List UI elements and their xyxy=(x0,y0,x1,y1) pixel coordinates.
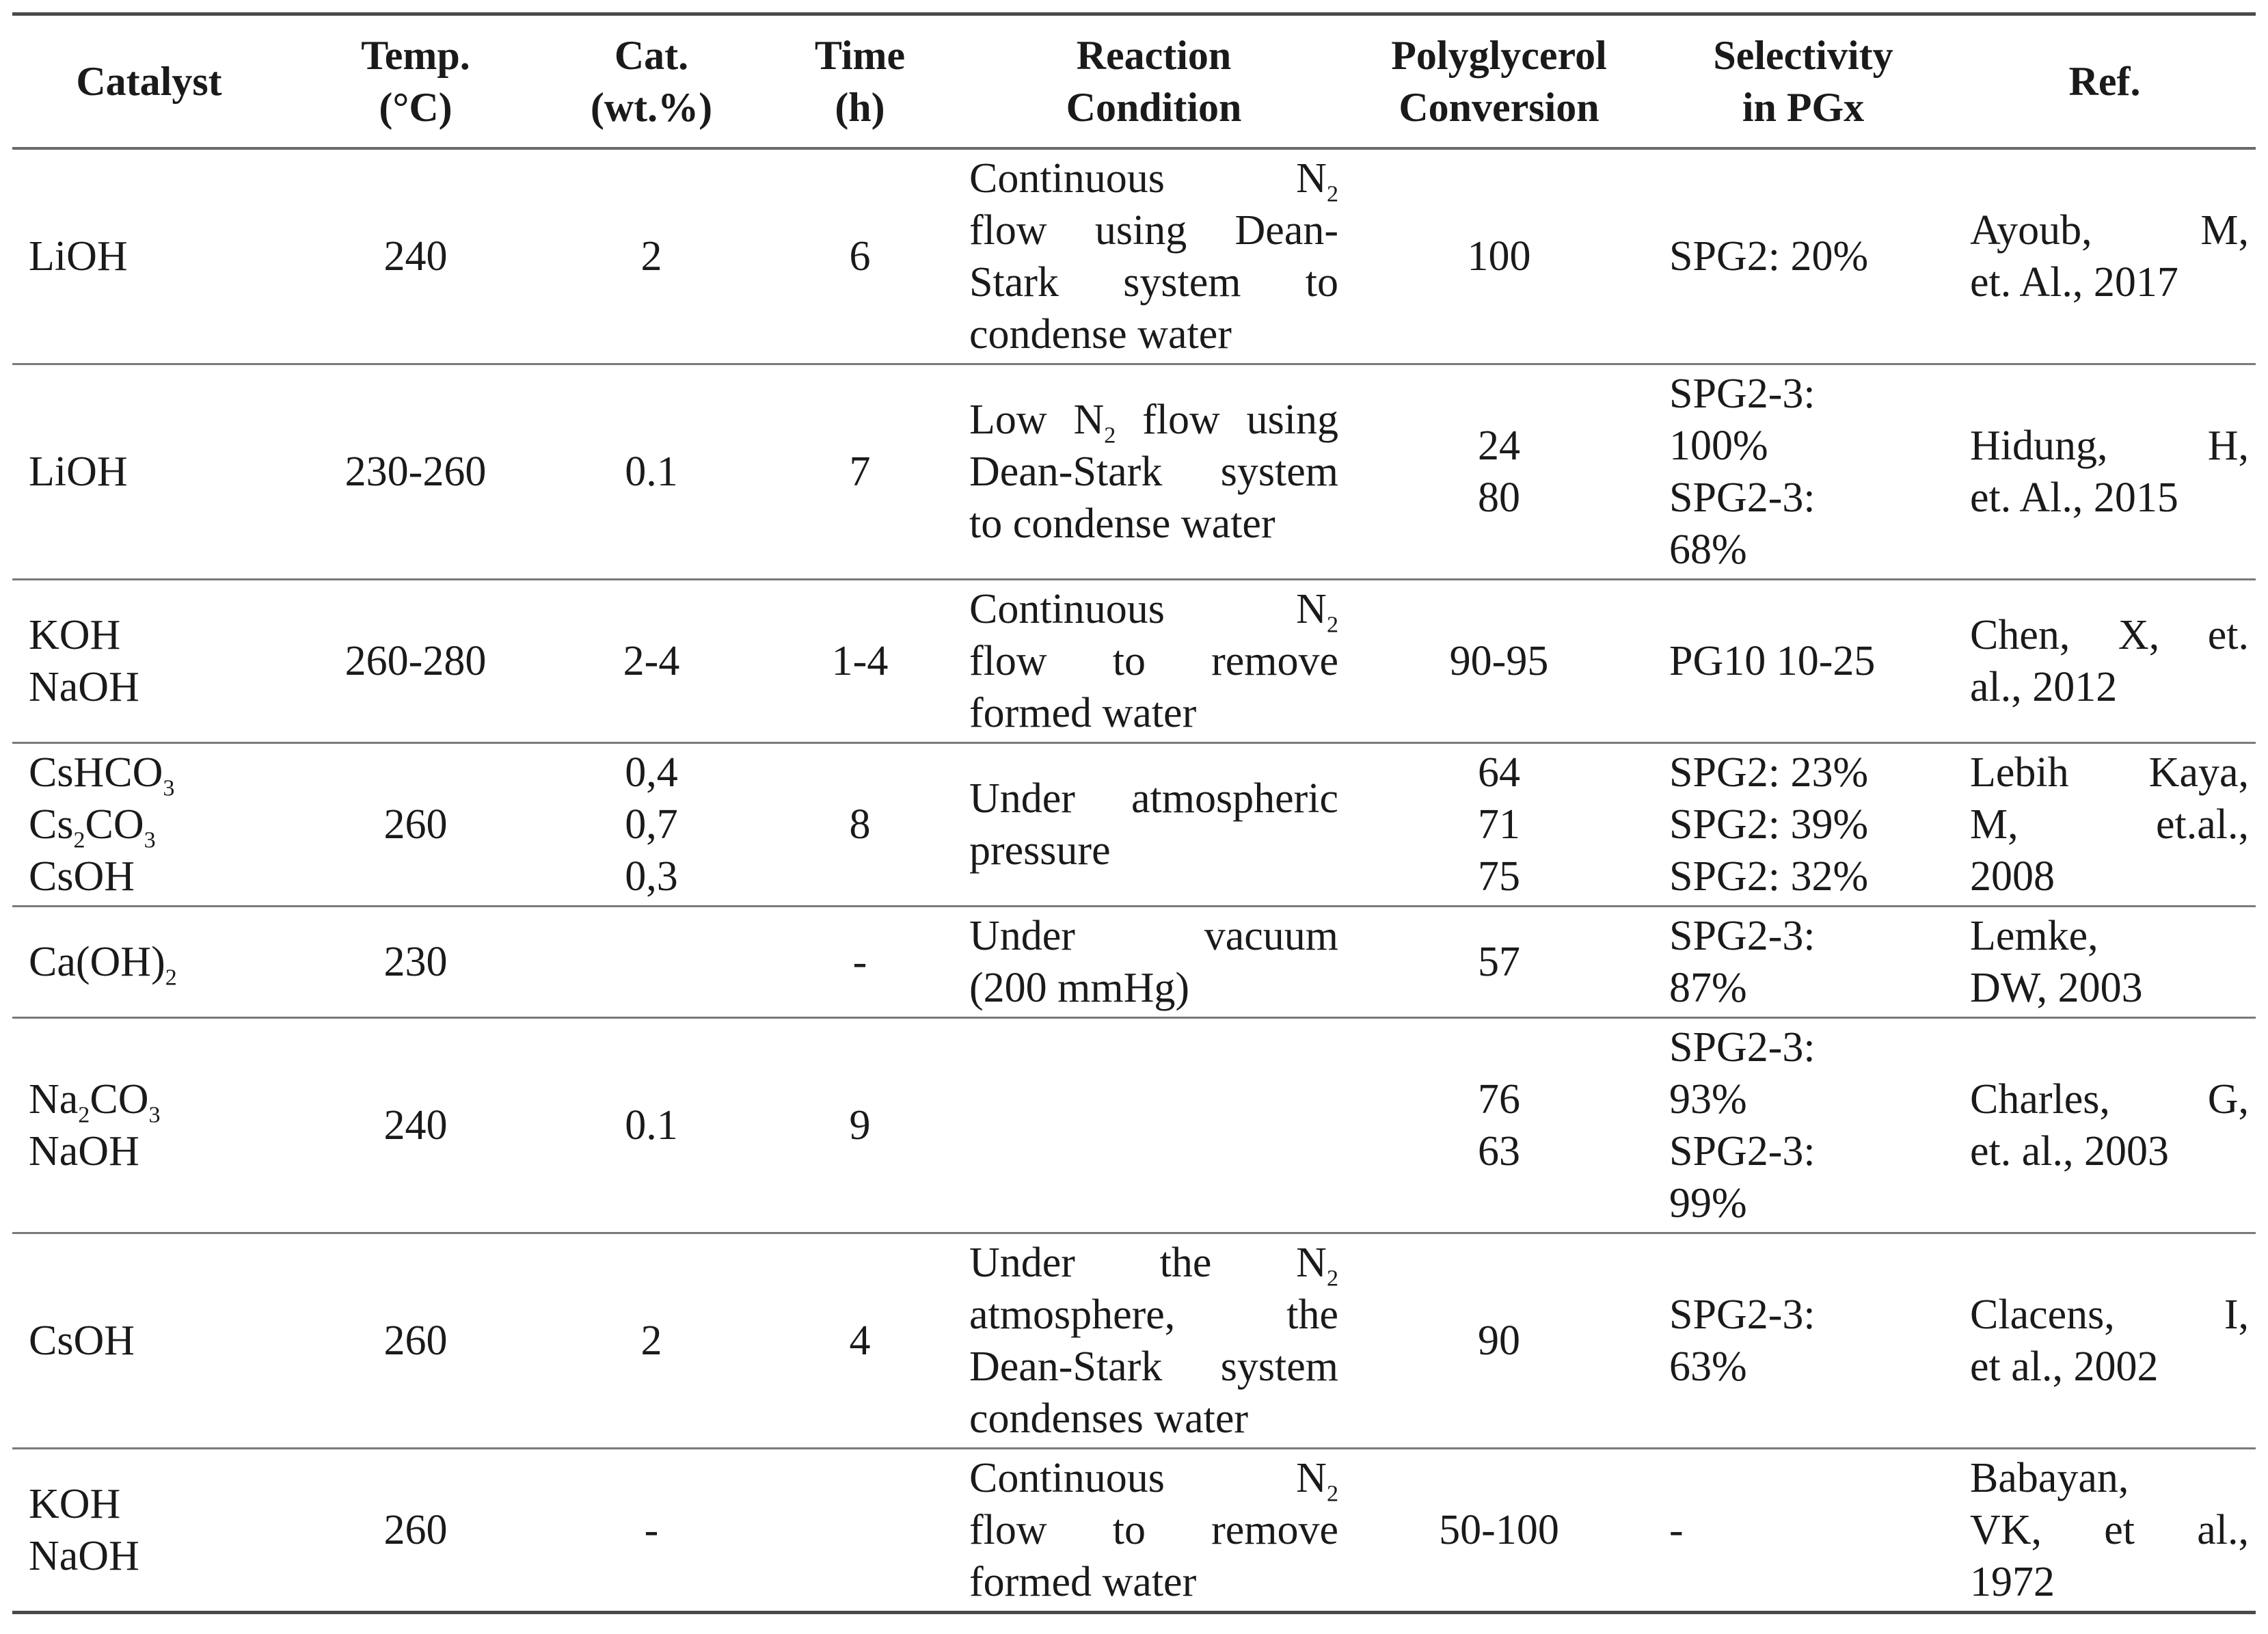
cell-selectivity-line: SPG2: 32% xyxy=(1669,853,1869,900)
column-header-line: Selectivity xyxy=(1713,33,1893,78)
text-run: condense water xyxy=(969,311,1232,358)
cell-cat-wt xyxy=(545,743,757,907)
table-header xyxy=(12,14,2256,149)
condition-line xyxy=(969,1289,1338,1341)
text-run: Stark system to xyxy=(969,259,1338,306)
text-run: Continuous N xyxy=(969,586,1327,632)
cell-ref-line: Ayoub, M, xyxy=(1970,207,2249,254)
text-run: CsOH xyxy=(29,853,135,900)
cell-reaction-condition xyxy=(962,364,1345,580)
cell-catalyst xyxy=(12,1449,286,1613)
cell-ref xyxy=(1954,1018,2256,1233)
text-run: NaOH xyxy=(29,664,139,710)
cell-conversion xyxy=(1345,1018,1653,1233)
table-row xyxy=(12,364,2256,580)
text-run: Na xyxy=(29,1076,79,1123)
cell-selectivity-line: PG10 10-25 xyxy=(1669,638,1876,684)
column-header-line: (wt.%) xyxy=(590,85,713,130)
cell-selectivity-line: SPG2: 23% xyxy=(1669,749,1869,796)
subscript: 2 xyxy=(165,965,177,991)
table-row xyxy=(12,580,2256,743)
cell-ref-line: al., 2012 xyxy=(1970,664,2118,710)
subscript: 3 xyxy=(163,775,175,801)
cell-catalyst xyxy=(12,1018,286,1233)
condition-line xyxy=(969,204,1338,256)
text-run: CsOH xyxy=(29,1317,135,1364)
cell-ref-line: Lemke, xyxy=(1970,913,2098,959)
column-header-temp xyxy=(286,14,545,149)
subscript: 3 xyxy=(148,1102,161,1128)
condition-line xyxy=(969,152,1338,207)
cell-cat-wt xyxy=(545,364,757,580)
condition-line xyxy=(969,1556,1338,1608)
condition-line xyxy=(969,1237,1338,1289)
cell-conversion xyxy=(1345,1449,1653,1613)
cell-selectivity-line: 68% xyxy=(1669,526,1747,573)
cell-conversion-line: 57 xyxy=(1478,939,1520,985)
cell-cat-wt xyxy=(545,148,757,364)
cell-ref-line: 2008 xyxy=(1970,853,2055,900)
cell-selectivity-line: SPG2-3: xyxy=(1669,913,1815,959)
cell-temp xyxy=(286,1449,545,1613)
cell-cat-wt xyxy=(545,1018,757,1233)
cell-conversion xyxy=(1345,743,1653,907)
text-run: Low N xyxy=(969,397,1105,443)
condition-line xyxy=(969,583,1338,638)
cell-selectivity xyxy=(1653,1233,1954,1449)
cell-catalyst xyxy=(12,907,286,1018)
condition-line xyxy=(969,498,1338,550)
cell-temp xyxy=(286,907,545,1018)
text-run: flow using xyxy=(1116,397,1338,443)
condition-line xyxy=(969,635,1338,687)
cell-cat-wt-line: - xyxy=(644,1507,659,1553)
subscript: 2 xyxy=(73,827,85,853)
cell-selectivity-line: SPG2-3: xyxy=(1669,1024,1815,1071)
catalyst-formula xyxy=(29,1530,279,1582)
column-header-line: in PGx xyxy=(1742,85,1865,130)
table-row xyxy=(12,907,2256,1018)
cell-ref-line: 1972 xyxy=(1970,1559,2055,1605)
cell-time xyxy=(757,1233,962,1449)
cell-conversion-line: 64 xyxy=(1478,749,1520,796)
cell-cat-wt xyxy=(545,1449,757,1613)
column-header-line: Cat. xyxy=(614,33,689,78)
cell-catalyst xyxy=(12,743,286,907)
column-header-condition xyxy=(962,14,1345,149)
column-header-selectivity xyxy=(1653,14,1954,149)
catalyst-formula xyxy=(29,936,279,991)
cell-conversion-line: 100 xyxy=(1467,233,1531,280)
condition-line xyxy=(969,962,1338,1014)
condition-line xyxy=(969,394,1338,446)
condition-line xyxy=(969,687,1338,739)
cell-selectivity-line: SPG2-3: xyxy=(1669,371,1815,417)
cell-selectivity-line: 63% xyxy=(1669,1343,1747,1390)
cell-time xyxy=(757,1018,962,1233)
catalyst-formula xyxy=(29,1315,279,1367)
text-run: LiOH xyxy=(29,233,128,280)
table-row xyxy=(12,1018,2256,1233)
table-row xyxy=(12,1233,2256,1449)
text-run: formed water xyxy=(969,1559,1197,1605)
cell-conversion-line: 76 xyxy=(1478,1076,1520,1123)
text-run: CO xyxy=(90,1076,149,1123)
cell-catalyst xyxy=(12,1233,286,1449)
cell-conversion-line: 50-100 xyxy=(1439,1507,1559,1553)
cell-reaction-condition xyxy=(962,1018,1345,1233)
condition-line xyxy=(969,1504,1338,1556)
table-body xyxy=(12,148,2256,1613)
cell-selectivity-line: - xyxy=(1669,1507,1684,1553)
cell-ref xyxy=(1954,1233,2256,1449)
cell-ref xyxy=(1954,907,2256,1018)
text-run: Cs xyxy=(29,801,74,848)
cell-ref xyxy=(1954,1449,2256,1613)
cell-ref-line: Clacens, I, xyxy=(1970,1291,2249,1338)
text-run: NaOH xyxy=(29,1128,139,1175)
cell-reaction-condition xyxy=(962,148,1345,364)
cell-conversion xyxy=(1345,907,1653,1018)
cell-selectivity-line: SPG2: 39% xyxy=(1669,801,1869,848)
cell-ref-line: et. al., 2003 xyxy=(1970,1128,2169,1175)
subscript: 2 xyxy=(1326,1265,1338,1291)
condition-line xyxy=(969,825,1338,876)
cell-time-line: 8 xyxy=(849,801,871,848)
subscript: 2 xyxy=(78,1102,90,1128)
header-row xyxy=(12,14,2256,149)
catalyst-formula xyxy=(29,1125,279,1177)
subscript: 2 xyxy=(1326,1481,1338,1507)
cell-selectivity-line: 100% xyxy=(1669,423,1768,469)
cell-temp-line: 260 xyxy=(383,1507,448,1553)
column-header-line: Time xyxy=(814,33,906,78)
column-header-line: Temp. xyxy=(361,33,470,78)
text-run: Under the N xyxy=(969,1240,1327,1286)
condition-line xyxy=(969,1341,1338,1393)
text-run: Under atmospheric xyxy=(969,775,1338,822)
cell-cat-wt xyxy=(545,1233,757,1449)
cell-selectivity-line: SPG2-3: xyxy=(1669,474,1815,521)
cell-ref xyxy=(1954,580,2256,743)
text-run: LiOH xyxy=(29,448,128,495)
text-run: atmosphere, the xyxy=(969,1291,1338,1338)
text-run: KOH xyxy=(29,1481,121,1527)
condition-line xyxy=(969,773,1338,825)
cell-conversion-line: 90-95 xyxy=(1449,638,1549,684)
text-run: flow to remove xyxy=(969,1507,1338,1553)
text-run: CO xyxy=(85,801,144,848)
cell-selectivity-line: 99% xyxy=(1669,1180,1747,1227)
cell-selectivity-line: SPG2: 20% xyxy=(1669,233,1869,280)
cell-reaction-condition xyxy=(962,580,1345,743)
cell-temp-line: 240 xyxy=(383,1102,448,1149)
cell-selectivity-line: SPG2-3: xyxy=(1669,1128,1815,1175)
polyglycerol-catalyst-table xyxy=(12,12,2256,1614)
cell-temp xyxy=(286,1233,545,1449)
column-header-line: Reaction xyxy=(1076,33,1232,78)
cell-time xyxy=(757,364,962,580)
cell-ref-line: et. Al., 2017 xyxy=(1970,259,2178,306)
column-header-line: Ref. xyxy=(2068,59,2141,104)
cell-selectivity xyxy=(1653,907,1954,1018)
text-run: Dean-Stark system xyxy=(969,1343,1338,1390)
cell-reaction-condition xyxy=(962,743,1345,907)
cell-conversion-line: 71 xyxy=(1478,801,1520,848)
cell-reaction-condition xyxy=(962,1449,1345,1613)
cell-ref-line: et. Al., 2015 xyxy=(1970,474,2178,521)
text-run: to condense water xyxy=(969,500,1275,547)
cell-ref-line: Lebih Kaya, xyxy=(1970,749,2249,796)
cell-temp xyxy=(286,580,545,743)
cell-selectivity xyxy=(1653,364,1954,580)
cell-cat-wt xyxy=(545,907,757,1018)
cell-temp xyxy=(286,148,545,364)
cell-ref-line: et al., 2002 xyxy=(1970,1343,2159,1390)
cell-ref-line: Hidung, H, xyxy=(1970,423,2249,469)
column-header-line: Condition xyxy=(1066,85,1242,130)
cell-time-line: 6 xyxy=(849,233,871,280)
table-row xyxy=(12,148,2256,364)
cell-conversion xyxy=(1345,148,1653,364)
cell-ref-line: VK, et al., xyxy=(1970,1507,2249,1553)
cell-ref xyxy=(1954,364,2256,580)
cell-time xyxy=(757,907,962,1018)
cell-cat-wt-line: 2-4 xyxy=(623,638,680,684)
catalyst-formula xyxy=(29,1478,279,1530)
cell-cat-wt-line: 0.1 xyxy=(625,1102,678,1149)
text-run: formed water xyxy=(969,690,1197,736)
cell-time xyxy=(757,148,962,364)
subscript: 2 xyxy=(1104,423,1116,448)
text-run: CsHCO xyxy=(29,749,163,796)
cell-selectivity-line: 87% xyxy=(1669,965,1747,1011)
cell-cat-wt-line: 0,4 xyxy=(625,749,678,796)
cell-temp-line: 260 xyxy=(383,801,448,848)
cell-reaction-condition xyxy=(962,1233,1345,1449)
text-run: NaOH xyxy=(29,1533,139,1579)
condition-line xyxy=(969,910,1338,962)
condition-line xyxy=(969,1393,1338,1445)
cell-time-line: 7 xyxy=(849,448,871,495)
text-run: Continuous N xyxy=(969,1455,1327,1501)
text-run: KOH xyxy=(29,612,121,658)
cell-time xyxy=(757,1449,962,1613)
cell-selectivity xyxy=(1653,743,1954,907)
cell-reaction-condition xyxy=(962,907,1345,1018)
column-header-line: Polyglycerol xyxy=(1391,33,1607,78)
cell-time xyxy=(757,580,962,743)
cell-temp xyxy=(286,1018,545,1233)
subscript: 2 xyxy=(1326,181,1338,207)
cell-time-line: 9 xyxy=(849,1102,871,1149)
condition-line xyxy=(969,256,1338,308)
cell-ref-line: Chen, X, et. xyxy=(1970,612,2249,658)
text-run: Continuous N xyxy=(969,155,1327,202)
catalyst-formula xyxy=(29,230,279,282)
cell-ref-line: Babayan, xyxy=(1970,1455,2129,1501)
catalyst-formula xyxy=(29,446,279,498)
text-run: Under vacuum xyxy=(969,913,1338,959)
column-header-time xyxy=(757,14,962,149)
cell-cat-wt-line: 0,3 xyxy=(625,853,678,900)
cell-conversion-line: 90 xyxy=(1478,1317,1520,1364)
cell-catalyst xyxy=(12,148,286,364)
cell-temp-line: 230-260 xyxy=(345,448,487,495)
table-row xyxy=(12,743,2256,907)
cell-conversion-line: 75 xyxy=(1478,853,1520,900)
cell-temp-line: 230 xyxy=(383,939,448,985)
cell-catalyst xyxy=(12,580,286,743)
column-header-line: Catalyst xyxy=(76,59,222,104)
catalyst-formula xyxy=(29,609,279,661)
cell-ref-line: DW, 2003 xyxy=(1970,965,2143,1011)
cell-temp xyxy=(286,364,545,580)
cell-time-line: 4 xyxy=(849,1317,871,1364)
catalyst-formula xyxy=(29,799,279,851)
cell-ref-line: M, et.al., xyxy=(1970,801,2249,848)
cell-conversion-line: 63 xyxy=(1478,1128,1520,1175)
text-run: flow to remove xyxy=(969,638,1338,684)
cell-selectivity-line: 93% xyxy=(1669,1076,1747,1123)
subscript: 2 xyxy=(1326,612,1338,638)
cell-selectivity-line: SPG2-3: xyxy=(1669,1291,1815,1338)
cell-temp-line: 260 xyxy=(383,1317,448,1364)
column-header-cat xyxy=(545,14,757,149)
cell-cat-wt-line: 2 xyxy=(640,233,662,280)
column-header-line: (h) xyxy=(835,85,885,130)
cell-cat-wt xyxy=(545,580,757,743)
cell-ref xyxy=(1954,743,2256,907)
data-table xyxy=(12,12,2256,1614)
catalyst-formula xyxy=(29,851,279,902)
cell-conversion xyxy=(1345,1233,1653,1449)
catalyst-formula xyxy=(29,747,279,799)
cell-ref-line: Charles, G, xyxy=(1970,1076,2249,1123)
cell-selectivity xyxy=(1653,1449,1954,1613)
cell-temp-line: 240 xyxy=(383,233,448,280)
column-header-line: (°C) xyxy=(379,85,453,130)
cell-conversion-line: 24 xyxy=(1478,423,1520,469)
text-run: flow using Dean- xyxy=(969,207,1338,254)
text-run: (200 mmHg) xyxy=(969,965,1190,1011)
catalyst-formula xyxy=(29,1073,279,1128)
cell-time xyxy=(757,743,962,907)
cell-selectivity xyxy=(1653,580,1954,743)
column-header-catalyst xyxy=(12,14,286,149)
cell-cat-wt-line: 2 xyxy=(640,1317,662,1364)
subscript: 3 xyxy=(144,827,156,853)
column-header-line: Conversion xyxy=(1399,85,1599,130)
condition-line xyxy=(969,446,1338,498)
cell-catalyst xyxy=(12,364,286,580)
cell-cat-wt-line: 0.1 xyxy=(625,448,678,495)
cell-time-line: - xyxy=(852,939,867,985)
cell-temp-line: 260-280 xyxy=(345,638,487,684)
cell-conversion xyxy=(1345,364,1653,580)
cell-temp xyxy=(286,743,545,907)
cell-conversion xyxy=(1345,580,1653,743)
cell-conversion-line: 80 xyxy=(1478,474,1520,521)
condition-line xyxy=(969,1452,1338,1507)
condition-line xyxy=(969,308,1338,360)
column-header-conversion xyxy=(1345,14,1653,149)
text-run: Dean-Stark system xyxy=(969,448,1338,495)
text-run: condenses water xyxy=(969,1395,1248,1442)
column-header-ref xyxy=(1954,14,2256,149)
catalyst-formula xyxy=(29,661,279,713)
table-row xyxy=(12,1449,2256,1613)
cell-ref xyxy=(1954,148,2256,364)
cell-selectivity xyxy=(1653,1018,1954,1233)
cell-selectivity xyxy=(1653,148,1954,364)
text-run: pressure xyxy=(969,827,1111,874)
cell-time-line: 1-4 xyxy=(831,638,889,684)
text-run: Ca(OH) xyxy=(29,939,165,985)
cell-cat-wt-line: 0,7 xyxy=(625,801,678,848)
